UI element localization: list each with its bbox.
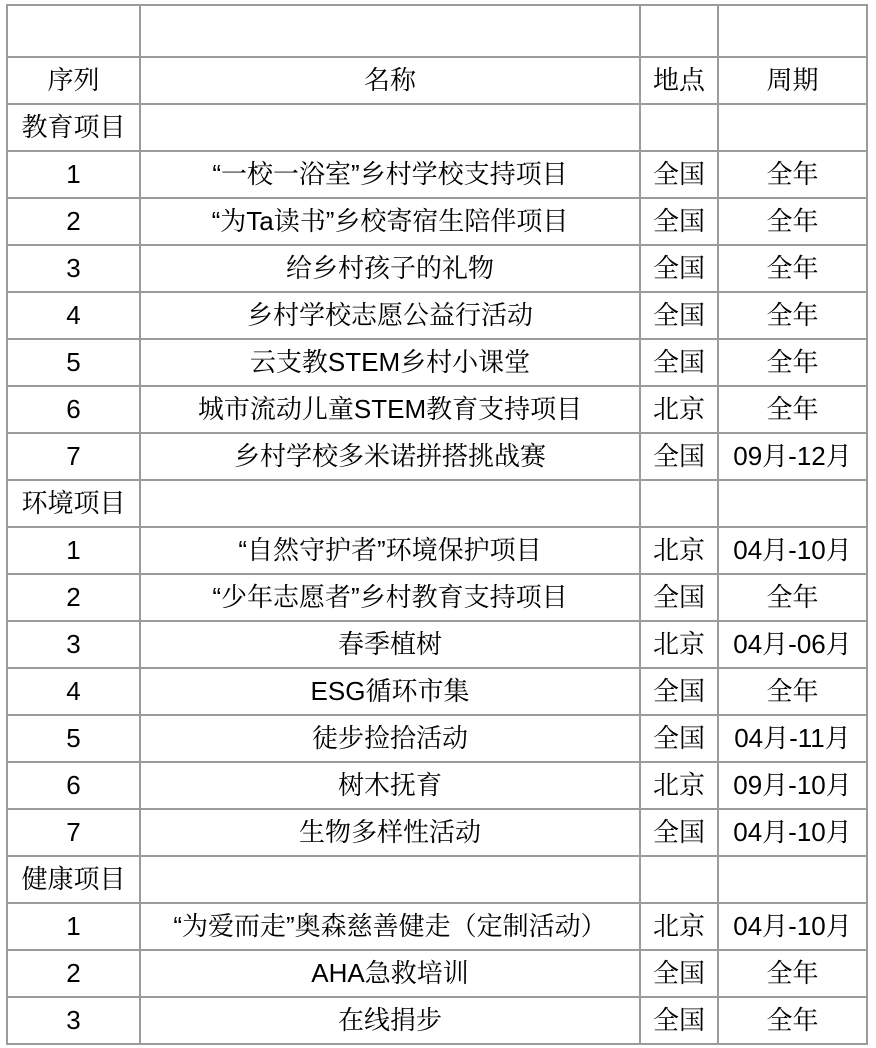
row-seq: 7: [7, 809, 140, 856]
table-row: [7, 950, 867, 997]
empty-cell: [140, 480, 640, 527]
table-row: [7, 433, 867, 480]
row-location: 北京: [640, 903, 718, 950]
row-location: 北京: [640, 386, 718, 433]
row-period: 04月-10月: [718, 809, 867, 856]
section-title: 环境项目: [7, 480, 140, 527]
table-row: [7, 809, 867, 856]
row-name: “自然守护者”环境保护项目: [140, 527, 640, 574]
row-period: 04月-06月: [718, 621, 867, 668]
row-name: “一校一浴室”乡村学校支持项目: [140, 151, 640, 198]
row-name: AHA急救培训: [140, 950, 640, 997]
row-name: 给乡村孩子的礼物: [140, 245, 640, 292]
empty-row: [7, 5, 867, 57]
row-seq: 6: [7, 762, 140, 809]
section-title: 健康项目: [7, 856, 140, 903]
row-period: 全年: [718, 574, 867, 621]
row-period: 全年: [718, 668, 867, 715]
header-row: [7, 57, 867, 104]
empty-cell: [718, 5, 867, 57]
empty-cell: [640, 5, 718, 57]
row-period: 04月-11月: [718, 715, 867, 762]
row-seq: 4: [7, 292, 140, 339]
empty-cell: [640, 480, 718, 527]
row-location: 北京: [640, 621, 718, 668]
section-row: [7, 856, 867, 903]
table-row: [7, 339, 867, 386]
table-row: [7, 386, 867, 433]
row-seq: 7: [7, 433, 140, 480]
table-row: [7, 198, 867, 245]
empty-cell: [7, 5, 140, 57]
row-seq: 5: [7, 715, 140, 762]
table-row: [7, 292, 867, 339]
row-name: “为Ta读书”乡校寄宿生陪伴项目: [140, 198, 640, 245]
empty-cell: [718, 104, 867, 151]
row-name: 乡村学校多米诺拼搭挑战赛: [140, 433, 640, 480]
empty-cell: [140, 5, 640, 57]
row-name: 云支教STEM乡村小课堂: [140, 339, 640, 386]
table-row: [7, 903, 867, 950]
row-period: 全年: [718, 198, 867, 245]
row-location: 全国: [640, 715, 718, 762]
row-name: ESG循环市集: [140, 668, 640, 715]
row-seq: 1: [7, 903, 140, 950]
row-location: 全国: [640, 433, 718, 480]
row-name: 徒步捡拾活动: [140, 715, 640, 762]
row-period: 09月-12月: [718, 433, 867, 480]
row-name: 春季植树: [140, 621, 640, 668]
row-seq: 2: [7, 198, 140, 245]
row-seq: 6: [7, 386, 140, 433]
empty-cell: [718, 480, 867, 527]
row-name: 在线捐步: [140, 997, 640, 1044]
row-name: “为爱而走”奥森慈善健走（定制活动）: [140, 903, 640, 950]
table-row: [7, 668, 867, 715]
row-seq: 5: [7, 339, 140, 386]
row-name: 乡村学校志愿公益行活动: [140, 292, 640, 339]
row-location: 全国: [640, 809, 718, 856]
row-period: 全年: [718, 950, 867, 997]
table-row: [7, 151, 867, 198]
row-seq: 2: [7, 950, 140, 997]
row-period: 全年: [718, 151, 867, 198]
column-header-name: 名称: [140, 57, 640, 104]
column-header-seq: 序列: [7, 57, 140, 104]
row-seq: 3: [7, 245, 140, 292]
row-location: 全国: [640, 574, 718, 621]
row-period: 全年: [718, 292, 867, 339]
row-location: 全国: [640, 292, 718, 339]
table-row: [7, 715, 867, 762]
projects-table: [6, 4, 868, 1045]
row-period: 全年: [718, 245, 867, 292]
row-period: 全年: [718, 997, 867, 1044]
table-row: [7, 997, 867, 1044]
empty-cell: [140, 104, 640, 151]
row-location: 全国: [640, 151, 718, 198]
row-location: 全国: [640, 198, 718, 245]
table-row: [7, 527, 867, 574]
section-title: 教育项目: [7, 104, 140, 151]
row-name: “少年志愿者”乡村教育支持项目: [140, 574, 640, 621]
section-row: [7, 104, 867, 151]
row-period: 04月-10月: [718, 527, 867, 574]
row-location: 北京: [640, 762, 718, 809]
row-seq: 1: [7, 527, 140, 574]
row-location: 全国: [640, 245, 718, 292]
row-name: 生物多样性活动: [140, 809, 640, 856]
table-row: [7, 762, 867, 809]
row-location: 北京: [640, 527, 718, 574]
empty-cell: [640, 856, 718, 903]
row-location: 全国: [640, 997, 718, 1044]
row-name: 城市流动儿童STEM教育支持项目: [140, 386, 640, 433]
row-location: 全国: [640, 668, 718, 715]
row-seq: 1: [7, 151, 140, 198]
row-seq: 3: [7, 621, 140, 668]
row-period: 全年: [718, 339, 867, 386]
table-row: [7, 574, 867, 621]
row-period: 09月-10月: [718, 762, 867, 809]
column-header-period: 周期: [718, 57, 867, 104]
table-row: [7, 245, 867, 292]
empty-cell: [718, 856, 867, 903]
row-seq: 2: [7, 574, 140, 621]
table-row: [7, 621, 867, 668]
row-seq: 3: [7, 997, 140, 1044]
section-row: [7, 480, 867, 527]
row-period: 全年: [718, 386, 867, 433]
column-header-location: 地点: [640, 57, 718, 104]
row-period: 04月-10月: [718, 903, 867, 950]
table-body: [7, 5, 867, 1044]
empty-cell: [140, 856, 640, 903]
row-name: 树木抚育: [140, 762, 640, 809]
empty-cell: [640, 104, 718, 151]
row-location: 全国: [640, 339, 718, 386]
row-seq: 4: [7, 668, 140, 715]
row-location: 全国: [640, 950, 718, 997]
